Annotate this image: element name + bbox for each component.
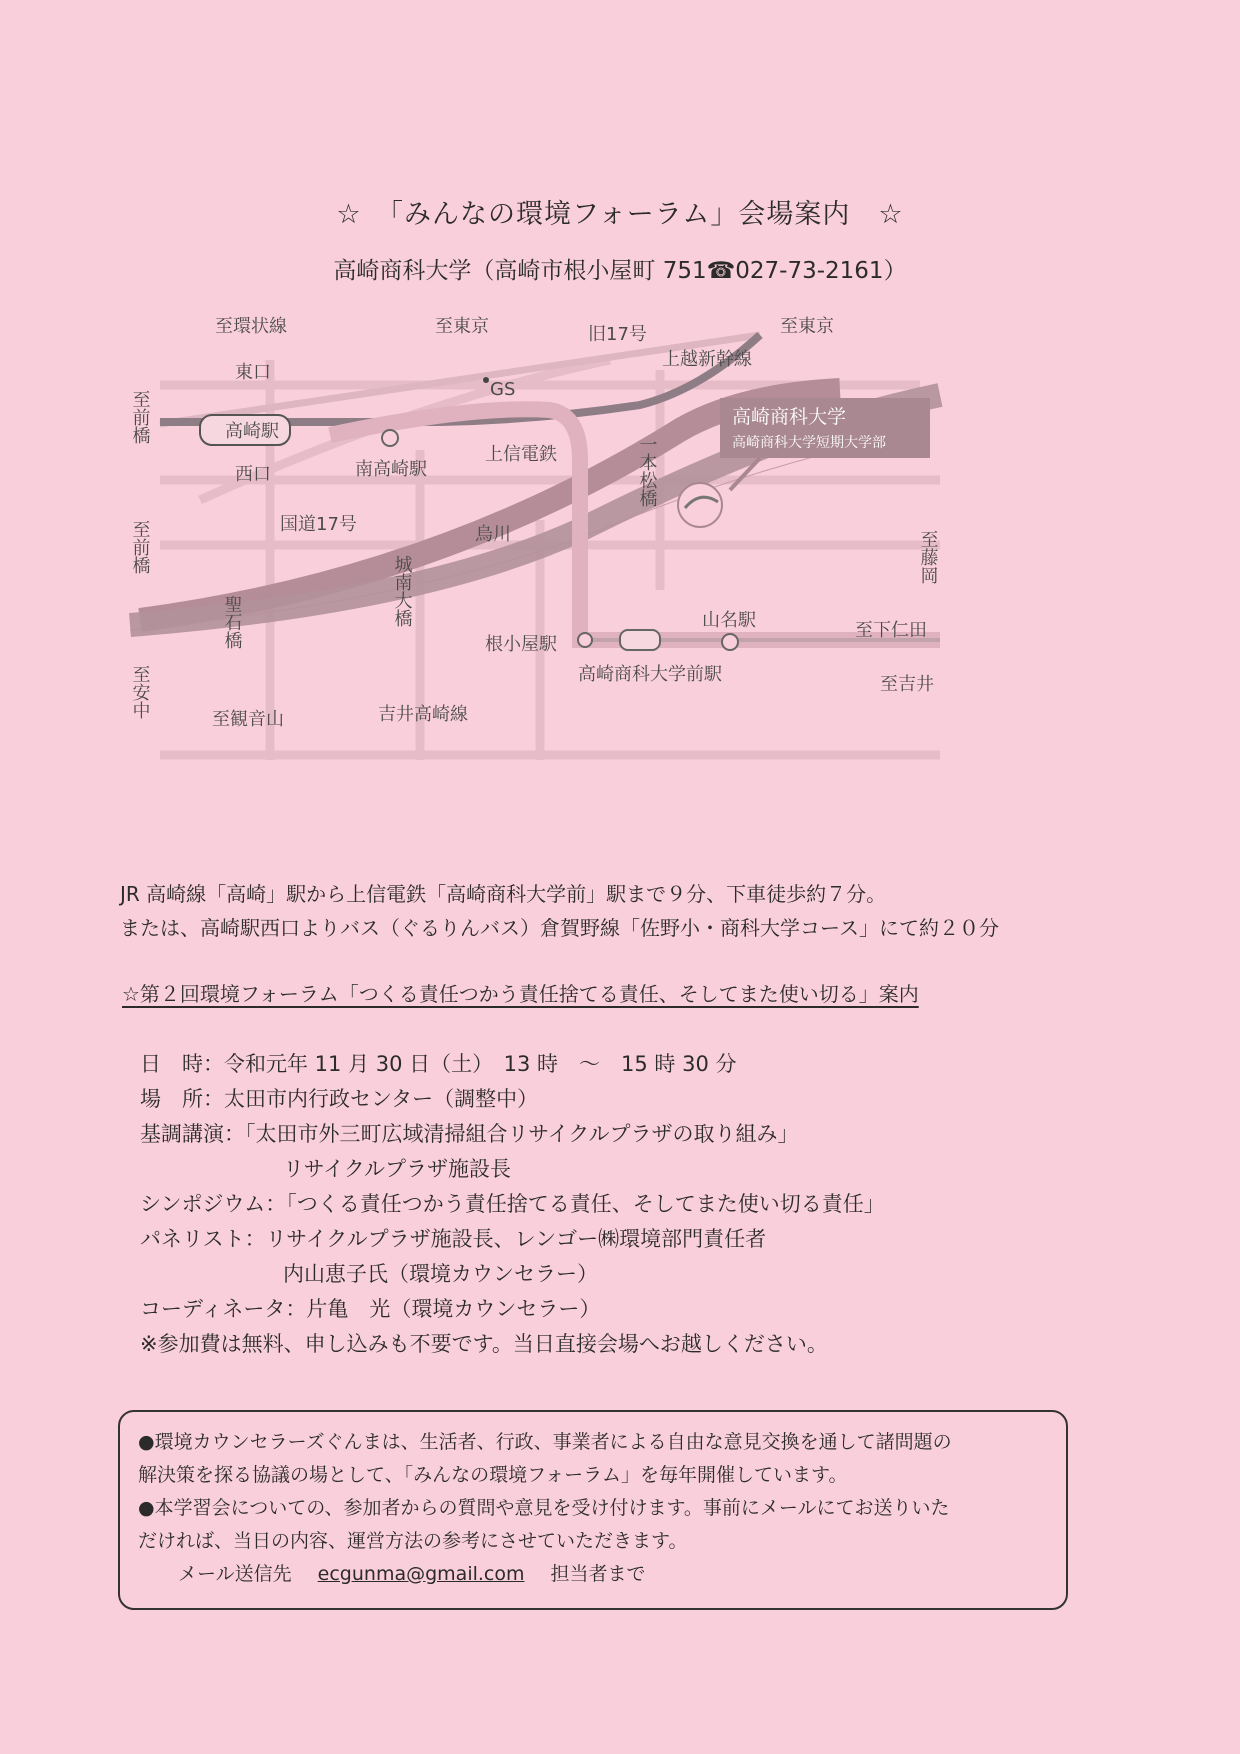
notice-p2-line1: ●本学習会についての、参加者からの質問や意見を受け付けます。事前にメールにてお送りいた [138,1497,950,1519]
label-joetsu-shinkansen: 上越新幹線 [662,349,752,370]
forum-venue: 場 所：太田市内行政センター（調整中） [140,1087,539,1111]
label-yamana-station: 山名駅 [702,610,756,631]
forum-keynote-speaker: リサイクルプラザ施設長 [283,1157,512,1181]
forum-coordinator: コーディネータ：片亀 光（環境カウンセラー） [140,1297,601,1321]
label-to-ring-road: 至環状線 [215,316,287,337]
notice-box [118,1410,1068,1610]
email-suffix: 担当者まで [550,1563,646,1585]
page-title: ☆ 「みんなの環境フォーラム」会場案内 ☆ [336,199,904,230]
label-to-yoshii: 至吉井 [880,674,934,695]
venue-address: 高崎商科大学（高崎市根小屋町 751☎027-73-2161） [333,258,907,284]
label-to-tokyo-1: 至東京 [435,316,489,337]
notice-p1-line2: 解決策を探る協議の場として、「みんなの環境フォーラム」を毎年開催しています。 [138,1464,848,1486]
label-minami-takasaki-station: 南高崎駅 [355,459,427,480]
label-gs: GS [490,379,516,400]
forum-panelist-2: 内山恵子氏（環境カウンセラー） [283,1262,598,1286]
email-link[interactable]: ecgunma@gmail.com [317,1563,525,1585]
label-to-kannonyama: 至観音山 [212,709,284,730]
label-hijiriishi-bridge: 聖石橋 [221,595,243,649]
label-west-exit: 西口 [235,464,271,485]
label-takasaki-station: 高崎駅 [225,421,279,442]
label-route17: 国道17号 [280,514,357,535]
forum-symposium: シンポジウム：「つくる責任つかう責任捨てる責任、そしてまた使い切る責任」 [140,1192,885,1216]
label-joshin-railway: 上信電鉄 [485,444,557,465]
label-jonan-bridge: 城南大橋 [391,555,413,627]
forum-datetime: 日 時：令和元年 11 月 30 日（土） 13 時 ～ 15 時 30 分 [140,1052,737,1076]
univ-mae-station-marker [620,630,660,650]
email-label: メール送信先 [178,1563,292,1585]
label-to-shimonita: 至下仁田 [855,620,927,641]
label-ippommatsu-bridge: 一本松橋 [636,435,658,507]
label-east-exit: 東口 [235,362,271,383]
forum-keynote: 基調講演：「太田市外三町広域清掃組合リサイクルプラザの取り組み」 [140,1122,799,1146]
label-to-maebashi-1: 至前橋 [129,390,151,444]
minami-takasaki-station-marker [382,430,398,446]
yamana-station-marker [722,634,738,650]
label-to-tokyo-2: 至東京 [780,316,834,337]
label-negoya-station: 根小屋駅 [485,634,557,655]
forum-panelists: パネリスト：リサイクルプラザ施設長、レンゴー㈱環境部門責任者 [140,1227,767,1251]
label-to-annaka: 至安中 [129,665,151,719]
university-logo-icon [678,483,722,527]
email-line [138,1558,1048,1591]
forum-heading: ☆第２回環境フォーラム「つくる責任つかう責任捨てる責任、そしてまた使い切る」案内 [122,982,919,1006]
access-map [120,316,1060,840]
label-yoshii-takasaki-line: 吉井高崎線 [378,704,468,725]
access-line-1: JR 高崎線「高崎」駅から上信電鉄「高崎商科大学前」駅まで９分、下車徒歩約７分。 [120,882,887,906]
notice-p1-line1: ●環境カウンセラーズぐんまは、生活者、行政、事業者による自由な意見交換を通して諸問題の [138,1431,952,1453]
access-line-2: または、高崎駅西口よりバス（ぐるりんバス）倉賀野線「佐野小・商科大学コース」にて約２０分 [120,916,999,940]
label-old-route17: 旧17号 [588,324,647,345]
label-univ-mae-station: 高崎商科大学前駅 [578,664,722,685]
notice-p2-line2: だければ、当日の内容、運営方法の参考にさせていただきます。 [138,1530,688,1552]
negoya-station-marker [578,633,592,647]
gs-marker [483,377,489,383]
label-karasu-river: 烏川 [475,524,511,545]
label-to-maebashi-2: 至前橋 [129,520,151,574]
label-university-sub: 高崎商科大学短期大学部 [732,435,886,451]
label-university-name: 高崎商科大学 [732,406,847,428]
label-to-fujioka: 至藤岡 [917,530,939,584]
forum-note: ※参加費は無料、申し込みも不要です。当日直接会場へお越しください。 [140,1332,828,1356]
